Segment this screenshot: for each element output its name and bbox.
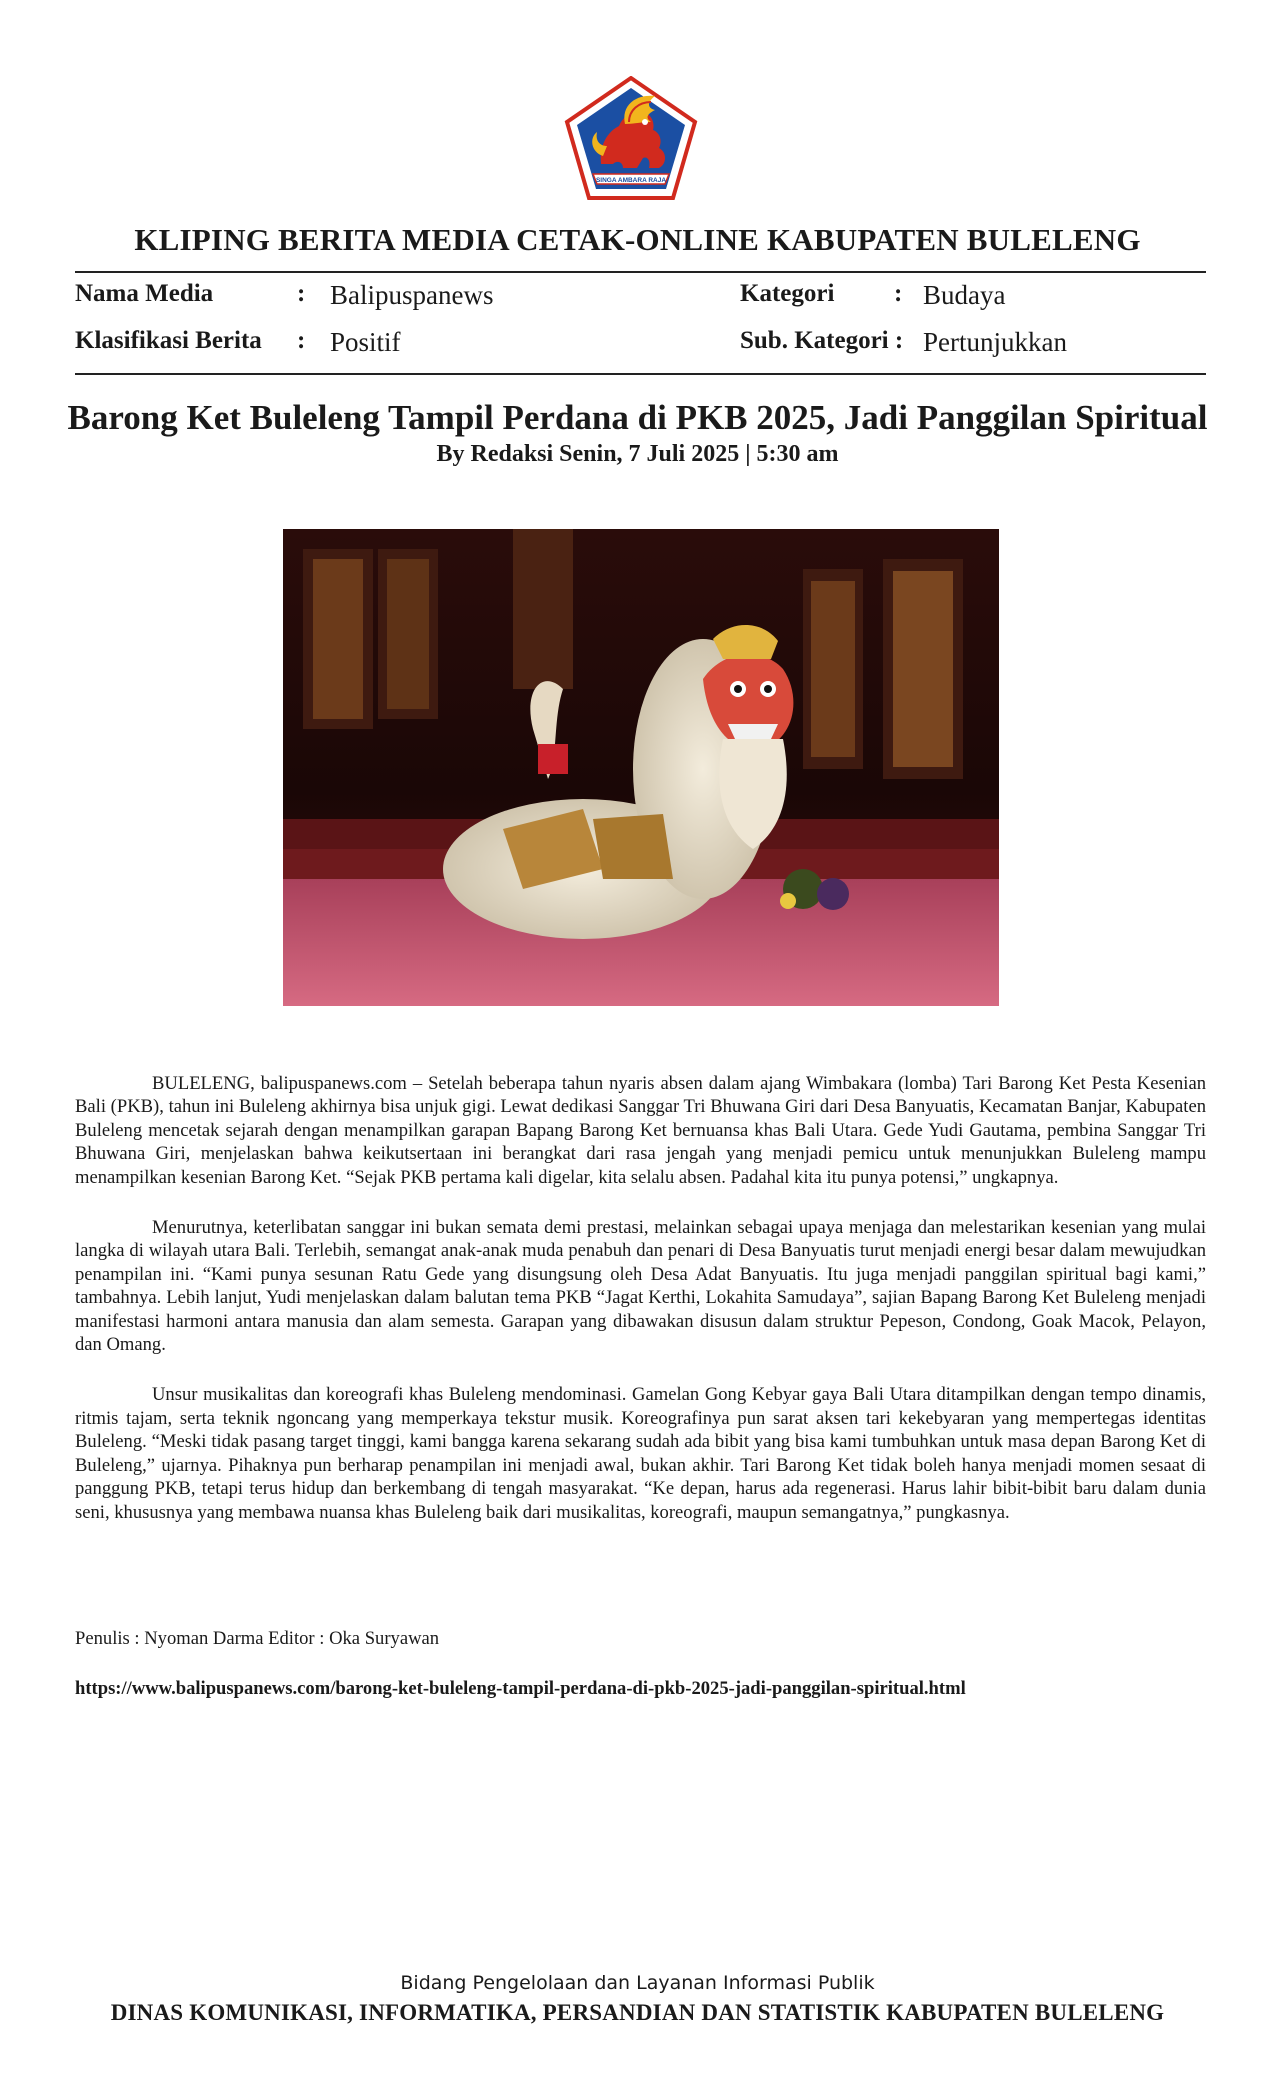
document-title: KLIPING BERITA MEDIA CETAK-ONLINE KABUPATEN BULELENG <box>134 222 1141 257</box>
meta-row-1 <box>75 280 1206 320</box>
buleleng-regency-emblem-icon <box>563 76 699 202</box>
footer-division: Bidang Pengelolaan dan Layanan Informasi Publik <box>400 1972 875 1994</box>
classification-label: Klasifikasi Berita <box>75 327 262 354</box>
subcategory-label: Sub. Kategori : <box>740 327 904 354</box>
media-label: Nama Media <box>75 280 214 307</box>
author-editor-credits: Penulis : Nyoman Darma Editor : Oka Suryawan <box>75 1628 440 1649</box>
category-value: Budaya <box>923 280 1006 310</box>
media-value: Balipuspanews <box>330 280 494 310</box>
subcategory-value: Pertunjukkan <box>923 327 1067 357</box>
meta-row-2 <box>75 327 1206 367</box>
article-byline: By Redaksi Senin, 7 Juli 2025 | 5:30 am <box>436 441 839 467</box>
category-label: Kategori <box>740 280 835 307</box>
article-paragraph: Unsur musikalitas dan koreografi khas Buleleng mendominasi. Gamelan Gong Kebyar gaya Bali Utara ditampilkan dengan tempo dinamis, ritmis tajam, serta teknik ngoncang yang memperkaya tekstur musik. Koreografinya pun sarat aksen tari kekebyaran yang mempertegas identitas Buleleng. “Meski tidak pasang target tinggi, kami bangga karena sekarang sudah ada bibit yang bisa kami tumbuhkan untuk masa depan Barong Ket di Buleleng,” ujarnya. Pihaknya pun berharap penampilan ini menjadi awal, bukan akhir. Tari Barong Ket tidak boleh hanya menjadi momen sesaat di panggung PKB, tetapi terus hidup dan berkembang di tengah masyarakat. “Ke depan, harus ada regenerasi. Harus lahir bibit-bibit baru dalam dunia seni, khususnya yang membawa nuansa khas Buleleng baik dari musikalitas, koreografi, maupun semangatnya,” pungkasnya. <box>75 1384 1206 1523</box>
article-photo <box>283 529 999 1006</box>
colon: : <box>297 280 306 307</box>
article-paragraph: Menurutnya, keterlibatan sanggar ini bukan semata demi prestasi, melainkan sebagai upaya menjaga dan melestarikan kesenian yang mulai langka di wilayah utara Bali. Terlebih, semangat anak-anak muda penabuh dan penari di Desa Banyuatis turut menjadi energi besar dalam mewujudkan penampilan ini. “Kami punya sesunan Ratu Gede yang disungsung oleh Desa Adat Banyuatis. Itu juga menjadi panggilan spiritual bagi kami,” tambahnya. Lebih lanjut, Yudi menjelaskan dalam balutan tema PKB “Jagat Kerthi, Lokahita Samudaya”, sajian Bapang Barong Ket Buleleng menjadi manifestasi harmoni antara manusia dan alam semesta. Garapan yang dibawakan disusun dalam struktur Pepeson, Condong, Goak Macok, Pelayon, dan Omang. <box>75 1217 1206 1356</box>
divider-bottom <box>75 373 1206 375</box>
divider-top <box>75 271 1206 273</box>
barong-performance-image <box>283 529 999 1006</box>
classification-value: Positif <box>330 327 401 357</box>
colon: : <box>894 280 903 307</box>
footer-agency: DINAS KOMUNIKASI, INFORMATIKA, PERSANDIAN DAN STATISTIK KABUPATEN BULELENG <box>110 2000 1165 2025</box>
colon: : <box>297 327 306 354</box>
emblem-motto: SINGA AMBARA RAJA <box>595 177 667 184</box>
regency-emblem-logo <box>563 76 699 202</box>
source-link[interactable]: https://www.balipuspanews.com/barong-ket-buleleng-tampil-perdana-di-pkb-2025-jadi-panggilan-spiritual.html <box>75 1678 966 1699</box>
article-title: Barong Ket Buleleng Tampil Perdana di PKB 2025, Jadi Panggilan Spiritual <box>67 398 1208 437</box>
article-paragraph: BULELENG, balipuspanews.com – Setelah beberapa tahun nyaris absen dalam ajang Wimbakara (lomba) Tari Barong Ket Pesta Kesenian Bali (PKB), tahun ini Buleleng akhirnya bisa unjuk gigi. Lewat dedikasi Sanggar Tri Bhuwana Giri dari Desa Banyuatis, Kecamatan Banjar, Kabupaten Buleleng mencetak sejarah dengan menampilkan garapan Bapang Barong Ket bernuansa khas Bali Utara. Gede Yudi Gautama, pembina Sanggar Tri Bhuwana Giri, menjelaskan bahwa keikutsertaan ini berangkat dari rasa jengah yang menjadi pemicu untuk menunjukkan Buleleng mampu menampilkan kesenian Barong Ket. “Sejak PKB pertama kali digelar, kita selalu absen. Padahal kita itu punya potensi,” ungkapnya. <box>75 1073 1206 1188</box>
article-body <box>75 1072 1206 1551</box>
